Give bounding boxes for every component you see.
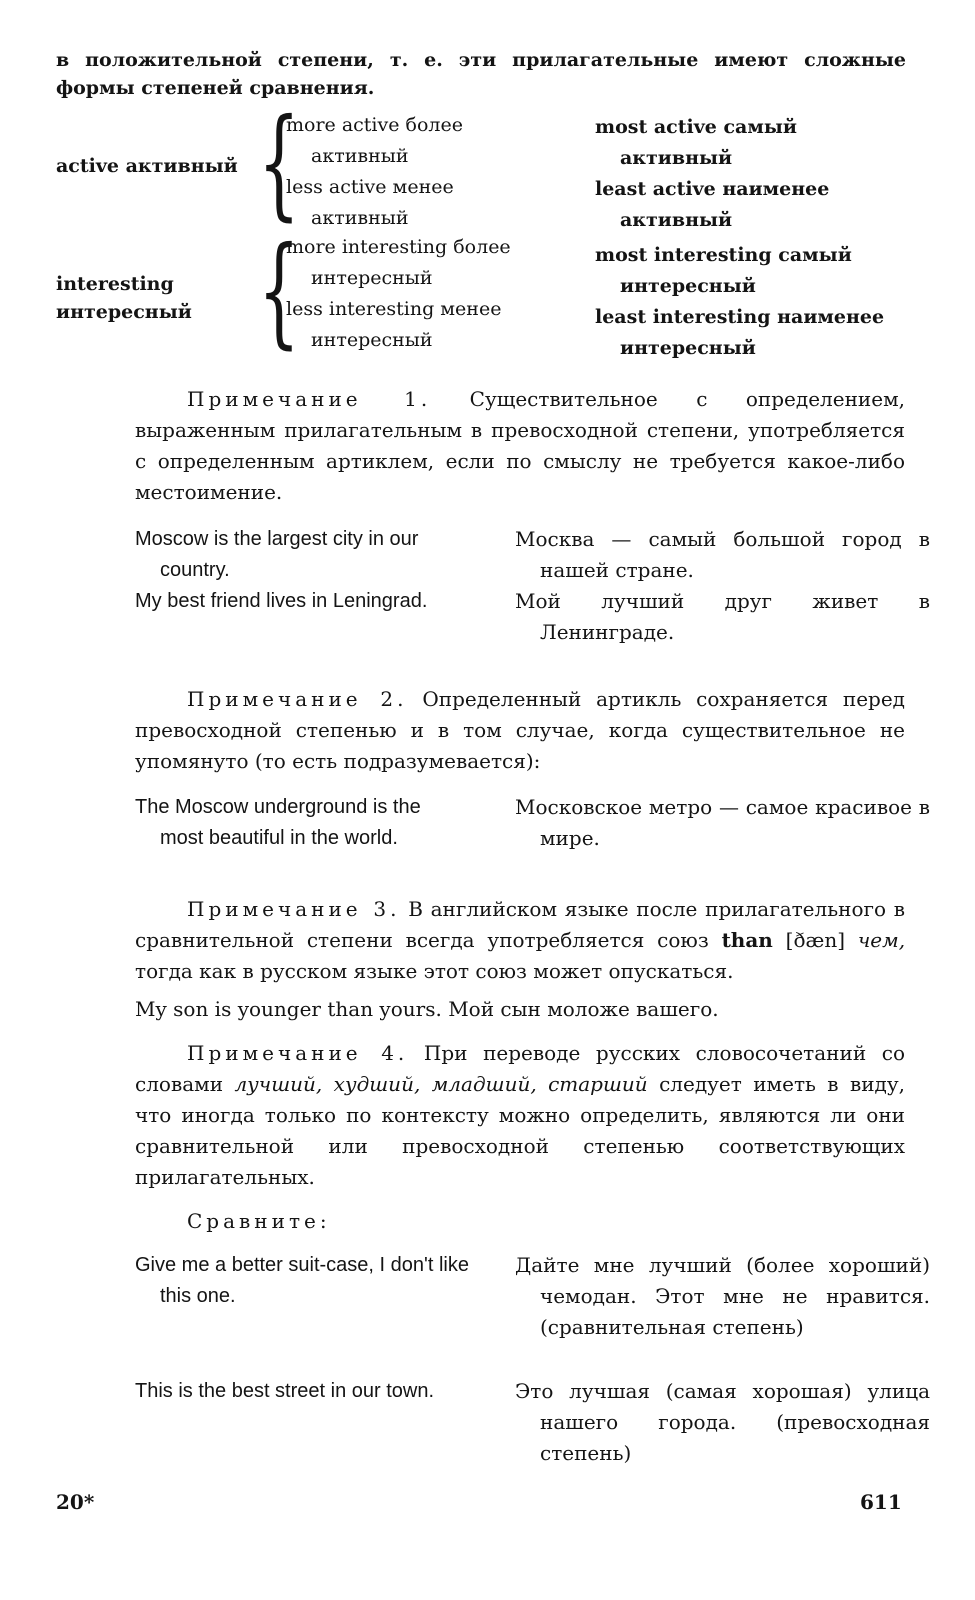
note-3-label: Примечание 3. [187, 897, 401, 921]
note-2 [135, 684, 905, 777]
adjective-interesting: interesting интересный [56, 273, 192, 323]
note-3-example: My son is younger than yours. Мой сын моложе вашего. [135, 997, 719, 1021]
note-3-word-ru: чем, [857, 928, 906, 952]
superlative-most: most interesting самый интересный [595, 244, 852, 297]
note-3-transcription: [ðæn] [785, 928, 845, 952]
page-number: 611 [860, 1490, 902, 1514]
superlative-least: least interesting наименее интересный [595, 306, 885, 359]
note-4-words: лучший, худший, младший, старший [234, 1072, 648, 1096]
example-en: Give me a better suit-case, I don't like this one. [135, 1254, 469, 1307]
note-3 [135, 894, 905, 987]
note-1-label: Примечание 1. [187, 387, 432, 411]
comparative-more: more interesting более интересный [286, 236, 511, 289]
example-en: The Moscow underground is the most beautiful in the world. [135, 796, 421, 849]
note-4 [135, 1038, 905, 1193]
note-1 [135, 384, 905, 508]
note-4-text-2: следует иметь в виду, что иногда только по контексту можно определить, являются ли они сравнительной или превосходной степенью соответствующих прилагательных. [135, 1072, 905, 1189]
comparative-cell [286, 110, 516, 234]
example-en: My best friend lives in Leningrad. [135, 590, 428, 612]
signature-mark: 20* [56, 1490, 95, 1514]
comparative-less: less active менее активный [286, 176, 454, 229]
note-3-word: than [721, 928, 773, 952]
example-ru: Мой лучший друг живет в Ленинграде. [515, 589, 930, 644]
note-2-label: Примечание 2. [187, 687, 408, 711]
note-3-text-2: тогда как в русском языке этот союз может опускаться. [135, 959, 734, 983]
note-4-label: Примечание 4. [187, 1041, 409, 1065]
example-ru: Дайте мне лучший (более хороший) чемодан. Этот мне не нравится. (сравнительная степень) [515, 1253, 930, 1339]
note-4-text: При переводе русских словосочетаний со словами [135, 1041, 905, 1096]
comparative-more: more active более активный [286, 114, 463, 167]
example-ru: Московское метро — самое красивое в мире. [515, 795, 930, 850]
superlative-least: least active наименее активный [595, 178, 830, 231]
note-3-text: В английском языке после прилагательного в сравнительной степени всегда употребляется союз [135, 897, 905, 952]
superlative-cell [595, 240, 905, 364]
intro-text: в положительной степени, т. е. эти прилагательные имеют сложные формы степеней сравнения. [56, 49, 906, 99]
note-1-text: Существительное с определением, выраженным прилагательным в превосходной степени, употребляется с определенным артиклем, если по смыслу не требуется какое-либо местоимение. [135, 387, 905, 504]
adjective-active: active активный [56, 155, 238, 177]
comparative-cell [286, 232, 516, 356]
superlative-cell [595, 112, 905, 236]
compare-label: Сравните: [187, 1209, 331, 1233]
example-ru: Москва — самый большой город в нашей стране. [515, 527, 930, 582]
example-en: Moscow is the largest city in our country. [135, 528, 419, 581]
superlative-most: most active самый активный [595, 116, 798, 169]
example-ru: Это лучшая (самая хорошая) улица нашего города. (превосходная степень) [515, 1379, 930, 1465]
brace: { [258, 222, 300, 361]
note-2-text: Определенный артикль сохраняется перед превосходной степенью и в том случае, когда существительное не упомянуто (то есть подразумевается): [135, 687, 905, 773]
brace: { [258, 94, 300, 233]
example-en: This is the best street in our town. [135, 1380, 435, 1402]
comparative-less: less interesting менее интересный [286, 298, 502, 351]
